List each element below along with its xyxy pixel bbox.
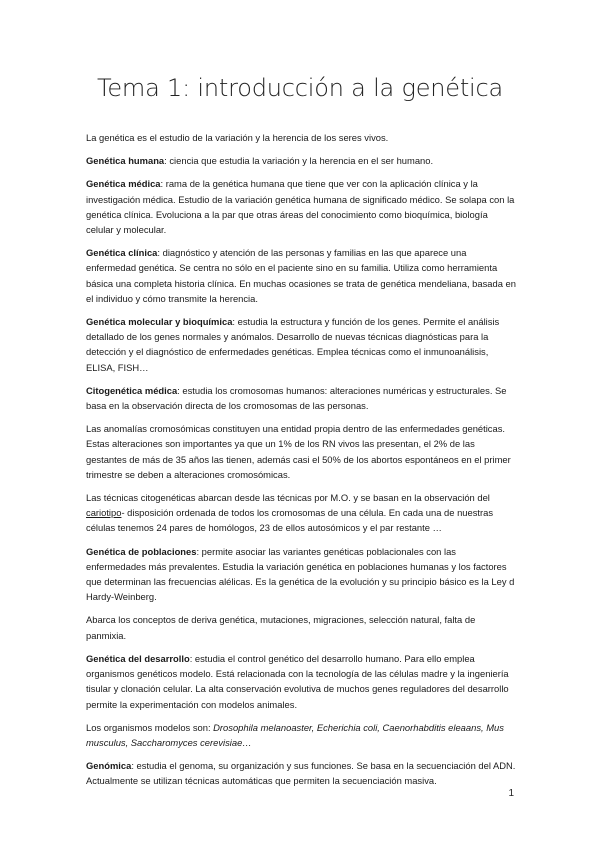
term-genomica: Genómica (86, 760, 132, 772)
term-genetica-desarrollo: Genética del desarrollo (86, 652, 190, 664)
paragraph-organismos-modelo: Los organismos modelos son: Drosophila melanoaster, Echerichia coli, Caenorhabditis eleaans, Mus musculus, Saccharomyces cerevisiae… (86, 721, 504, 748)
term-genetica-poblaciones: Genética de poblaciones (86, 545, 197, 557)
paragraph-genetica-humana: Genética humana: ciencia que estudia la variación y la herencia en el ser humano. (86, 155, 434, 167)
paragraph-genetica-desarrollo: Genética del desarrollo: estudia el control genético del desarrollo humano. Para ello emplea organismos genéticos modelo. Está relacionada con la tecnología de las células madre y la ingeniería tisular y clonación celular. La alta conservación evolutiva de muchos genes reguladores del desarrollo permite la experimentación con modelos animales. (86, 652, 509, 710)
paragraph-tecnicas-citogeneticas: Las técnicas citogenéticas abarcan desde las técnicas por M.O. y se basan en la observación del cariotipo- disposición ordenada de todos los cromosomas de una célula. En cada una de nuestras células tenemos 24 pares de homólogos, 23 de ellos autosómicos y el par restante … (86, 492, 494, 534)
term-cariotipo: cariotipo (86, 507, 122, 519)
page-number: 1 (508, 788, 514, 799)
term-genetica-humana: Genética humana (86, 155, 165, 167)
document-body (86, 130, 516, 797)
paragraph-citogenetica: Citogenética médica: estudia los cromosomas humanos: alteraciones numéricas y estructurales. Se basa en la observación directa de los cromosomas de las personas. (86, 384, 507, 412)
species-list: Drosophila melanoaster, Echerichia coli, Caenorhabditis eleaans, Mus musculus, Saccharomyces cerevisiae… (86, 721, 504, 748)
paragraph-intro: La genética es el estudio de la variación y la herencia de los seres vivos. (86, 132, 389, 143)
term-citogenetica-medica: Citogenética médica (86, 384, 178, 396)
term-genetica-molecular: Genética molecular y bioquímica (86, 316, 233, 328)
paragraph-conceptos: Abarca los conceptos de deriva genética, mutaciones, migraciones, selección natural, falta de panmixia. (86, 614, 476, 641)
term-genetica-medica: Genética médica (86, 178, 161, 190)
paragraph-anomalias: Las anomalías cromosómicas constituyen una entidad propia dentro de las enfermedades genéticas. Estas alteraciones son importantes ya que un 1% de los RN vivos las presentan, el 2% de las gestantes de más de 35 años las tienen, además casi el 50% de los abortos espontáneos en el primer trimestre se deben a alteraciones cromosómicas. (86, 423, 511, 480)
paragraph-genetica-medica: Genética médica: rama de la genética humana que tiene que ver con la aplicación clínica y la investigación médica. Estudio de la variación genética humana de significado médico. Se solapa con la genética clínica. Evoluciona a la par que otras áreas del conocimiento como bioquímica, biología celular y molecular. (86, 178, 515, 236)
paragraph-genetica-clinica: Genética clínica: diagnóstico y atención de las personas y familias en las que aparece una enfermedad genética. Se centra no sólo en el paciente sino en su familia. Utiliza como herramienta básica una completa historia clínica. En muchas ocasiones se trata de genética mendeliana, basada en el individuo y cómo transmite la herencia. (86, 247, 516, 304)
paragraph-genomica: Genómica: estudia el genoma, su organización y sus funciones. Se basa en la secuenciación del ADN. Actualmente se utilizan técnicas automáticas que permiten la secuenciación masiva. (86, 760, 516, 787)
term-genetica-clinica: Genética clínica (86, 247, 158, 259)
paragraph-genetica-molecular: Genética molecular y bioquímica: estudia la estructura y función de los genes. Permite el análisis detallado de los genes normales y anómalos. Desarrollo de nuevas técnicas diagnósticas para la detección y el diagnóstico de enfermedades genéticas. Emplea técnicas como el inmunoanálisis, ELISA, FISH… (86, 316, 500, 373)
page-title: Tema 1: introducción a la genética (96, 74, 504, 102)
paragraph-genetica-poblaciones: Genética de poblaciones: permite asociar las variantes genéticas poblacionales con las enfermedades más prevalentes. Estudia la variación genética en poblaciones humanas y los factores que determinan las frecuencias alélicas. Es la genética de la evolución y su principio básico es la Ley d Hardy-Weinberg. (86, 545, 515, 603)
